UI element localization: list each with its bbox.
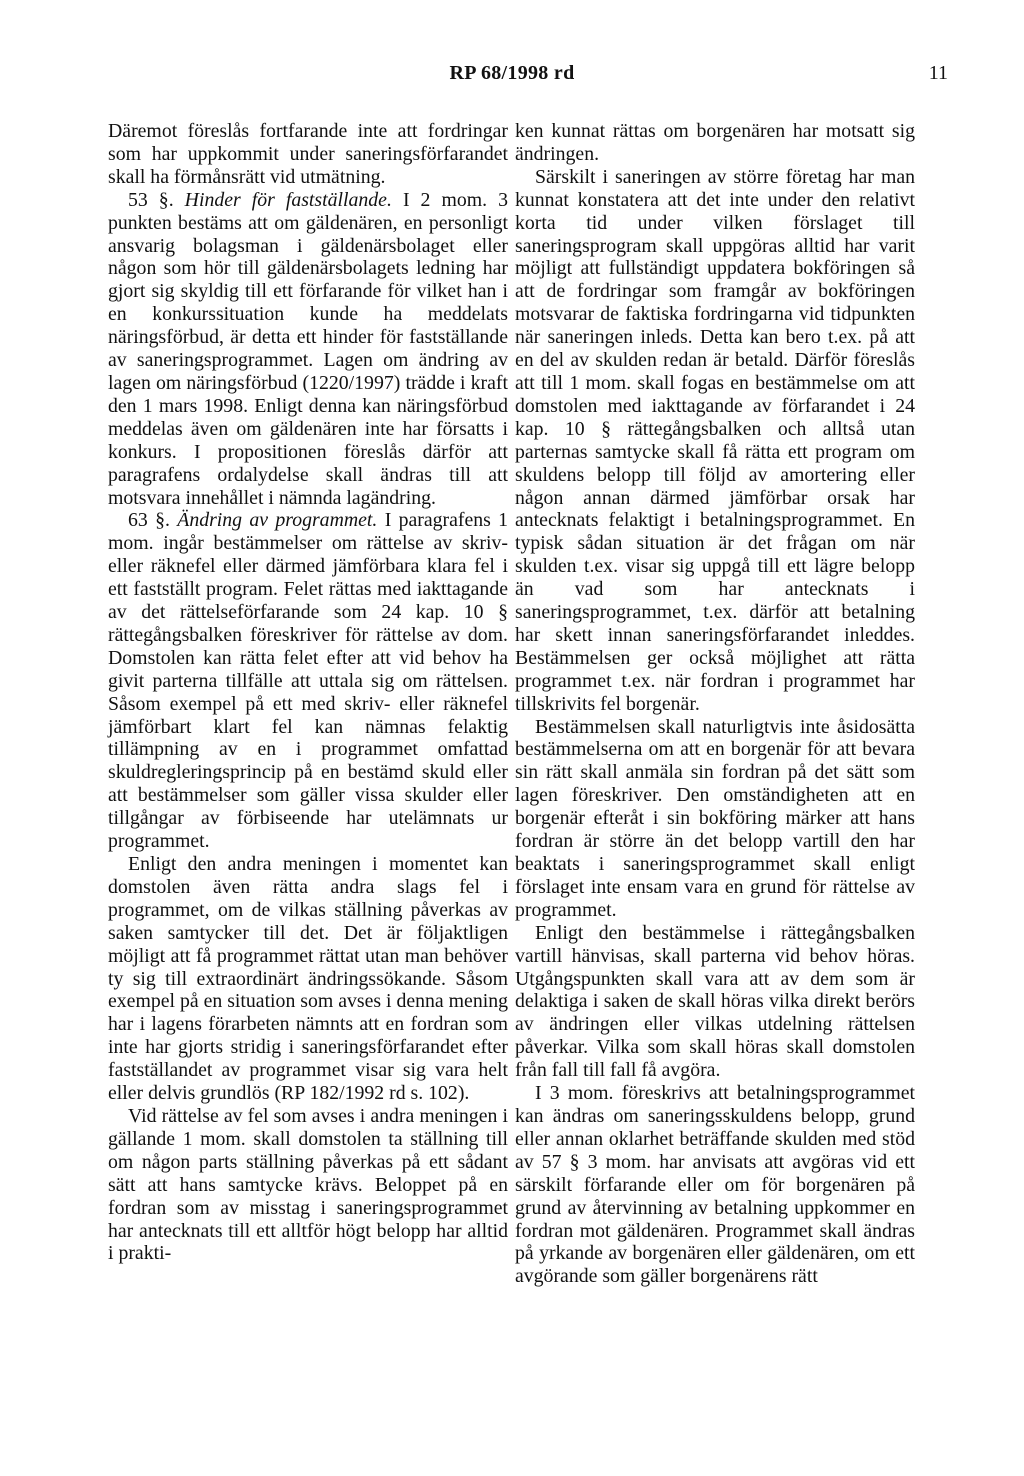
section-heading: Ändring av programmet.	[177, 509, 378, 532]
paragraph: Särskilt i saneringen av större företag har man kunnat konstatera att det inte under den relativt korta tid under vilken förslaget till saneringsprogram skall uppgöras alltid har varit möjligt att fullständigt uppdatera bokföringen så att de fordringar som framgår av bokföringen motsvarar de faktiska fordringarna vid tidpunkten när saneringen inleds. Detta kan bero t.ex. på att en del av skulden redan är betald. Därför föreslås att till 1 mom. skall fogas en bestämmelse om att domstolen med iakttagande av förfarandet i 24 kap. 10 § rättegångsbalken och alltså utan parternas samtycke skall få rätta ett program om skuldens belopp till följd av amortering eller någon annan därmed jämförbar orsak har antecknats felaktigt i betalningsprogrammet. En typisk sådan situation är det frågan om när skulden t.ex. visar sig uppgå till ett lägre belopp än vad som har antecknats i saneringsprogrammet, t.ex. därför att betalning har skett innan saneringsförfarandet inleddes. Bestämmelsen ger också möjlighet att rätta programmet t.ex. när fordran i programmet har tillskrivits fel borgenär.	[515, 165, 915, 715]
paragraph: Vid rättelse av fel som avses i andra meningen i gällande 1 mom. skall domstolen ta ställning till om någon parts ställning påverkas på ett sådant sätt att hans samtycke krävs. Beloppet på en fordran som av misstag i saneringsprogrammet har antecknats till ett alltför högt belopp har alltid i prakti-	[108, 1104, 508, 1265]
section-heading: Hinder för fastställande.	[184, 188, 392, 211]
paragraph: Däremot föreslås fortfarande inte att fordringar som har uppkommit under saneringsförfarandet skall ha förmånsrätt vid utmätning.	[108, 120, 508, 188]
section-number: 53 §.	[128, 188, 174, 211]
section-body: I 2 mom. 3 punkten bestäms att om gäldenären, en personligt ansvarig bolagsman i gäldenärsbolaget eller någon som hör till gäldenärsbolagets ledning har gjort sig skyldig till ett förfarande för vilket han i en konkurssituation kunde ha meddelats näringsförbud, är detta ett hinder för fastställande av saneringsprogrammet. Lagen om ändring av lagen om näringsförbud (1220/1997) trädde i kraft den 1 mars 1998. Enligt denna kan näringsförbud meddelas även om gäldenären inte har försatts i konkurs. I propositionen föreslås därför att paragrafens ordalydelse skall ändras till att motsvara innehållet i nämnda lagändring.	[108, 188, 508, 509]
paragraph-section-53	[108, 189, 508, 510]
section-number: 63 §.	[128, 509, 170, 532]
document-reference: RP 68/1998 rd	[449, 62, 575, 84]
section-body: I paragrafens 1 mom. ingår bestämmelser om rättelse av skriv- eller räknefel eller därmed jämförbara klara fel i ett fastställt program. Felet rättas med iakttagande av det rättelseförfarande som 24 kap. 10 § rättegångsbalken föreskriver för rättelse av dom. Domstolen kan rätta felet efter att vid behov ha givit parterna tillfälle att uttala sig om rättelsen. Såsom exempel på ett med skriv- eller räknefel jämförbart klart fel kan nämnas felaktig tillämpning av en i programmet omfattad skuldregleringsprincip på en bestämd skuld eller att bestämmelser som gäller vissa skulder eller tillgångar av förbiseende har utelämnats ur programmet.	[108, 509, 509, 853]
paragraph: ken kunnat rättas om borgenären har motsatt sig ändringen.	[515, 120, 915, 165]
paragraph: Enligt den bestämmelse i rättegångsbalken vartill hänvisas, skall parterna vid behov höras. Utgångspunkten skall vara att av dem som är delaktiga i saken de skall höras vilka direkt berörs av ändringen eller vilkas utdelning rättelsen påverkar. Vilka som skall höras skall domstolen från fall till fall få avgöra.	[515, 921, 915, 1082]
paragraph: I 3 mom. föreskrivs att betalningsprogrammet kan ändras om saneringsskuldens belopp, grund eller annan oklarhet beträffande skulden med stöd av 57 § 3 mom. har anvisats att avgöras vid ett särskilt förfarande eller om för borgenären på grund av återvinning av betalning uppkommer en fordran mot gäldenären. Programmet skall ändras på yrkande av borgenären eller gäldenären, om ett avgörande som gäller borgenärens rätt	[515, 1082, 915, 1288]
paragraph: Enligt den andra meningen i momentet kan domstolen även rätta andra slags fel i programmet, om de vilkas ställning påverkas av saken samtycker till det. Det är följaktligen möjligt att få programmet rättat utan man behöver ty sig till extraordinärt ändringssökande. Såsom exempel på en situation som avses i denna mening har i lagens förarbeten nämnts att en fordran som inte har gjorts stridig i saneringsförfarandet efter fastställandet av programmet visar sig vara helt eller delvis grundlös (RP 182/1992 rd s. 102).	[108, 853, 508, 1105]
page-number: 11	[928, 62, 948, 84]
right-column	[515, 120, 915, 1288]
page-header	[0, 62, 1024, 92]
paragraph-section-63	[108, 509, 508, 853]
left-column	[108, 120, 508, 1265]
paragraph: Bestämmelsen skall naturligtvis inte åsidosätta bestämmelserna om att en borgenär för att bevara sin rätt skall anmäla sin fordran på det sätt som lagen föreskriver. Den omständigheten att en borgenär efteråt i sin bokföring märker att hans fordran är större än det belopp vartill den har beaktats i saneringsprogrammet skall enligt förslaget inte ensam vara en grund för rättelse av programmet.	[515, 715, 915, 921]
